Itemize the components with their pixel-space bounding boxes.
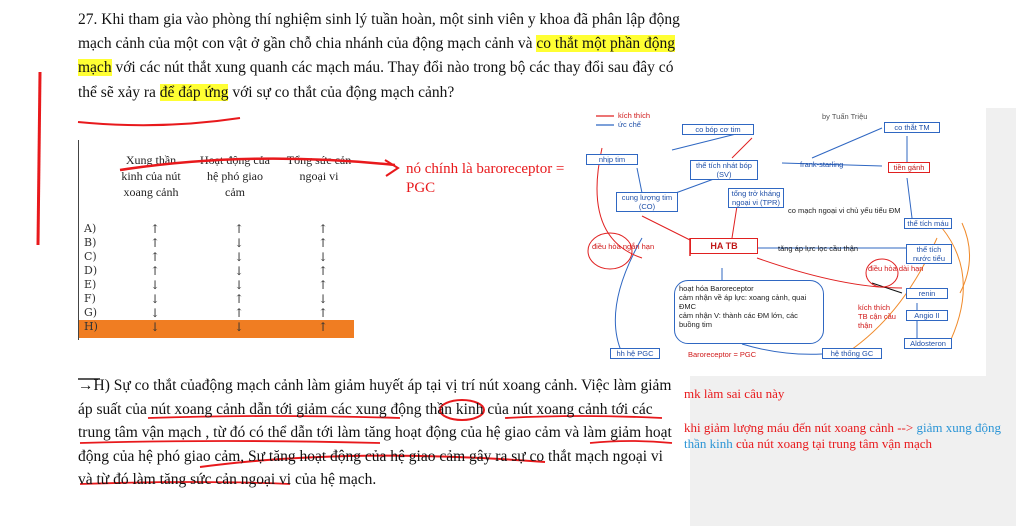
arrow-up-icon: ↑ bbox=[317, 278, 329, 292]
table-row-label: E) bbox=[84, 278, 97, 291]
table-row-label: G) bbox=[84, 306, 98, 319]
explain-note bbox=[684, 420, 1010, 452]
arrow-up-icon: ↑ bbox=[317, 236, 329, 250]
table-row-label: F) bbox=[84, 292, 96, 305]
label-co-mach: co mạch ngoại vi chủ yếu tiểu ĐM bbox=[788, 206, 901, 215]
box-baroreceptor bbox=[674, 280, 824, 344]
highlight-co-that: co thắt một phần động mạch bbox=[78, 35, 676, 77]
box-angio: Angio II bbox=[906, 310, 948, 321]
pointer-arrowhead bbox=[385, 160, 398, 176]
arrow-up-icon: ↑ bbox=[317, 320, 329, 334]
table-row-label: A) bbox=[84, 222, 97, 235]
box-the-tich-nhat-bop: thể tích nhát bóp (SV) bbox=[690, 160, 758, 180]
arrow-up-icon: ↑ bbox=[233, 222, 245, 236]
legend-inhib: ức chế bbox=[618, 120, 641, 129]
answer-label: H) bbox=[93, 377, 110, 394]
baro-line2: cảm nhận V: thành các ĐM lớn, các buồng tim bbox=[679, 311, 798, 329]
underline-that bbox=[78, 118, 240, 125]
arrow-up-icon: ↑ bbox=[233, 292, 245, 306]
col-header-pho-giao-cam: Hoạt động của hệ phó giao cảm bbox=[200, 153, 270, 199]
arrow-down-icon: ↓ bbox=[149, 292, 161, 306]
box-he-gc: hệ thống GC bbox=[822, 348, 882, 359]
box-the-tich-nuoc: thể tích nước tiểu bbox=[906, 244, 952, 264]
question-part2: với các nút thắt xung quanh các mạch máu. Thay đổi nào trong bộ các thay đổi sau đây có thể sẽ xảy ra bbox=[78, 59, 674, 101]
box-aldosteron: Aldosteron bbox=[904, 338, 952, 349]
question-number: 27. bbox=[78, 11, 98, 28]
baro-title: hoạt hóa Baroreceptor bbox=[679, 284, 754, 293]
arrow-down-icon: ↓ bbox=[317, 292, 329, 306]
right-white-top bbox=[690, 0, 1016, 108]
arrow-up-icon: ↑ bbox=[149, 222, 161, 236]
table-row-label: B) bbox=[84, 236, 97, 249]
explain-a: khi giảm lượng máu đến nút xoang cảnh --> bbox=[684, 420, 914, 435]
table-row-label: H) bbox=[84, 320, 98, 333]
arrow-down-icon: ↓ bbox=[233, 236, 245, 250]
col-header-nut-xoang: Xung thần kinh của nút xoang cảnh bbox=[121, 153, 181, 199]
box-cung-luong: cung lượng tim (CO) bbox=[616, 192, 678, 212]
box-hh-pgc: hh hệ PGC bbox=[610, 348, 660, 359]
box-co-that-tm: co thắt TM bbox=[884, 122, 940, 133]
table-row-label: D) bbox=[84, 264, 98, 277]
box-ha-tb: HA TB bbox=[690, 238, 758, 254]
box-the-tich-mau: thể tích máu bbox=[904, 218, 952, 229]
label-frank-starling: frank-starling bbox=[800, 160, 844, 169]
arrow-up-icon: ↑ bbox=[149, 236, 161, 250]
answer-arrow-icon: → bbox=[78, 377, 94, 394]
label-baro-pgc: Baroreceptor = PGC bbox=[688, 350, 757, 359]
baroreceptor-note: nó chính là baroreceptor = PGC bbox=[406, 161, 565, 196]
red-margin-mark bbox=[38, 72, 40, 245]
wrong-note: mk làm sai câu này bbox=[684, 386, 785, 401]
answer-explanation bbox=[78, 374, 678, 492]
question-part3: với sự co thắt của động mạch cảnh? bbox=[228, 83, 455, 101]
label-tang-ap: tăng áp lực lọc cầu thận bbox=[778, 244, 859, 253]
legend-stim: kích thích bbox=[618, 111, 651, 120]
answer-text: Sự co thắt củađộng mạch cảnh làm giảm huyết áp tại vị trí nút xoang cảnh. Việc làm giảm áp suất của nút xoang cảnh dẫn tới giảm các xung động thần kinh của nút xoang cảnh tới các trung tâm vận mạch , từ đó có thể dẫn tới làm tăng hoạt động của hệ giao cảm và làm giảm hoạt động của hệ phó giao cảm, Sự tăng hoạt động của hệ giao cảm gây ra sự co thắt mạch ngoại vi và từ đó làm tăng sức cản ngoại vi của hệ mạch. bbox=[78, 377, 672, 489]
box-nhip-tim: nhịp tim bbox=[586, 154, 638, 165]
label-dieu-hoa-ngan: điều hòa ngắn hạn bbox=[592, 242, 655, 251]
baro-line1: cảm nhận về áp lực: xoang cảnh, quai ĐMC bbox=[679, 293, 807, 311]
box-renin: renin bbox=[906, 288, 948, 299]
answer-table bbox=[78, 140, 354, 340]
box-tpr: tổng trở kháng ngoại vi (TPR) bbox=[728, 188, 784, 208]
arrow-up-icon: ↑ bbox=[149, 250, 161, 264]
arrow-up-icon: ↑ bbox=[149, 264, 161, 278]
arrow-down-icon: ↓ bbox=[149, 306, 161, 320]
explain-c: của nút xoang tại trung tâm vận mạch bbox=[732, 436, 933, 451]
question-part1: Khi tham gia vào phòng thí nghiệm sinh lý tuần hoàn, một sinh viên y khoa đã phân lập động mạch cảnh của một con vật ở gần chỗ chia nhánh của động mạch cảnh và bbox=[78, 11, 680, 53]
arrow-up-icon: ↑ bbox=[233, 306, 245, 320]
col-header-suc-can: Tổng sức cản ngoại vi bbox=[286, 153, 352, 183]
box-co-bop: co bóp cơ tim bbox=[682, 124, 754, 135]
arrow-down-icon: ↓ bbox=[233, 264, 245, 278]
physiology-diagram bbox=[582, 108, 986, 376]
arrow-down-icon: ↓ bbox=[233, 278, 245, 292]
arrow-down-icon: ↓ bbox=[233, 320, 245, 334]
explain-b: giảm xung động thần kinh bbox=[684, 420, 1001, 451]
highlight-dap-ung: để đáp ứng bbox=[159, 83, 229, 101]
arrow-up-icon: ↑ bbox=[317, 264, 329, 278]
box-tien-ganh: tiền gánh bbox=[888, 162, 930, 173]
question-text bbox=[78, 8, 688, 105]
table-row-label: C) bbox=[84, 250, 97, 263]
arrow-down-icon: ↓ bbox=[149, 320, 161, 334]
arrow-up-icon: ↑ bbox=[317, 306, 329, 320]
table-left-border bbox=[78, 140, 79, 340]
arrow-down-icon: ↓ bbox=[233, 250, 245, 264]
label-dieu-hoa-dai: điều hòa dài hạn bbox=[868, 264, 924, 273]
arrow-down-icon: ↓ bbox=[317, 250, 329, 264]
author-label: by Tuấn Triệu bbox=[822, 112, 868, 121]
arrow-up-icon: ↑ bbox=[317, 222, 329, 236]
label-kich-thich-tb: kích thích TB cận cầu thận bbox=[858, 303, 896, 330]
arrow-down-icon: ↓ bbox=[149, 278, 161, 292]
